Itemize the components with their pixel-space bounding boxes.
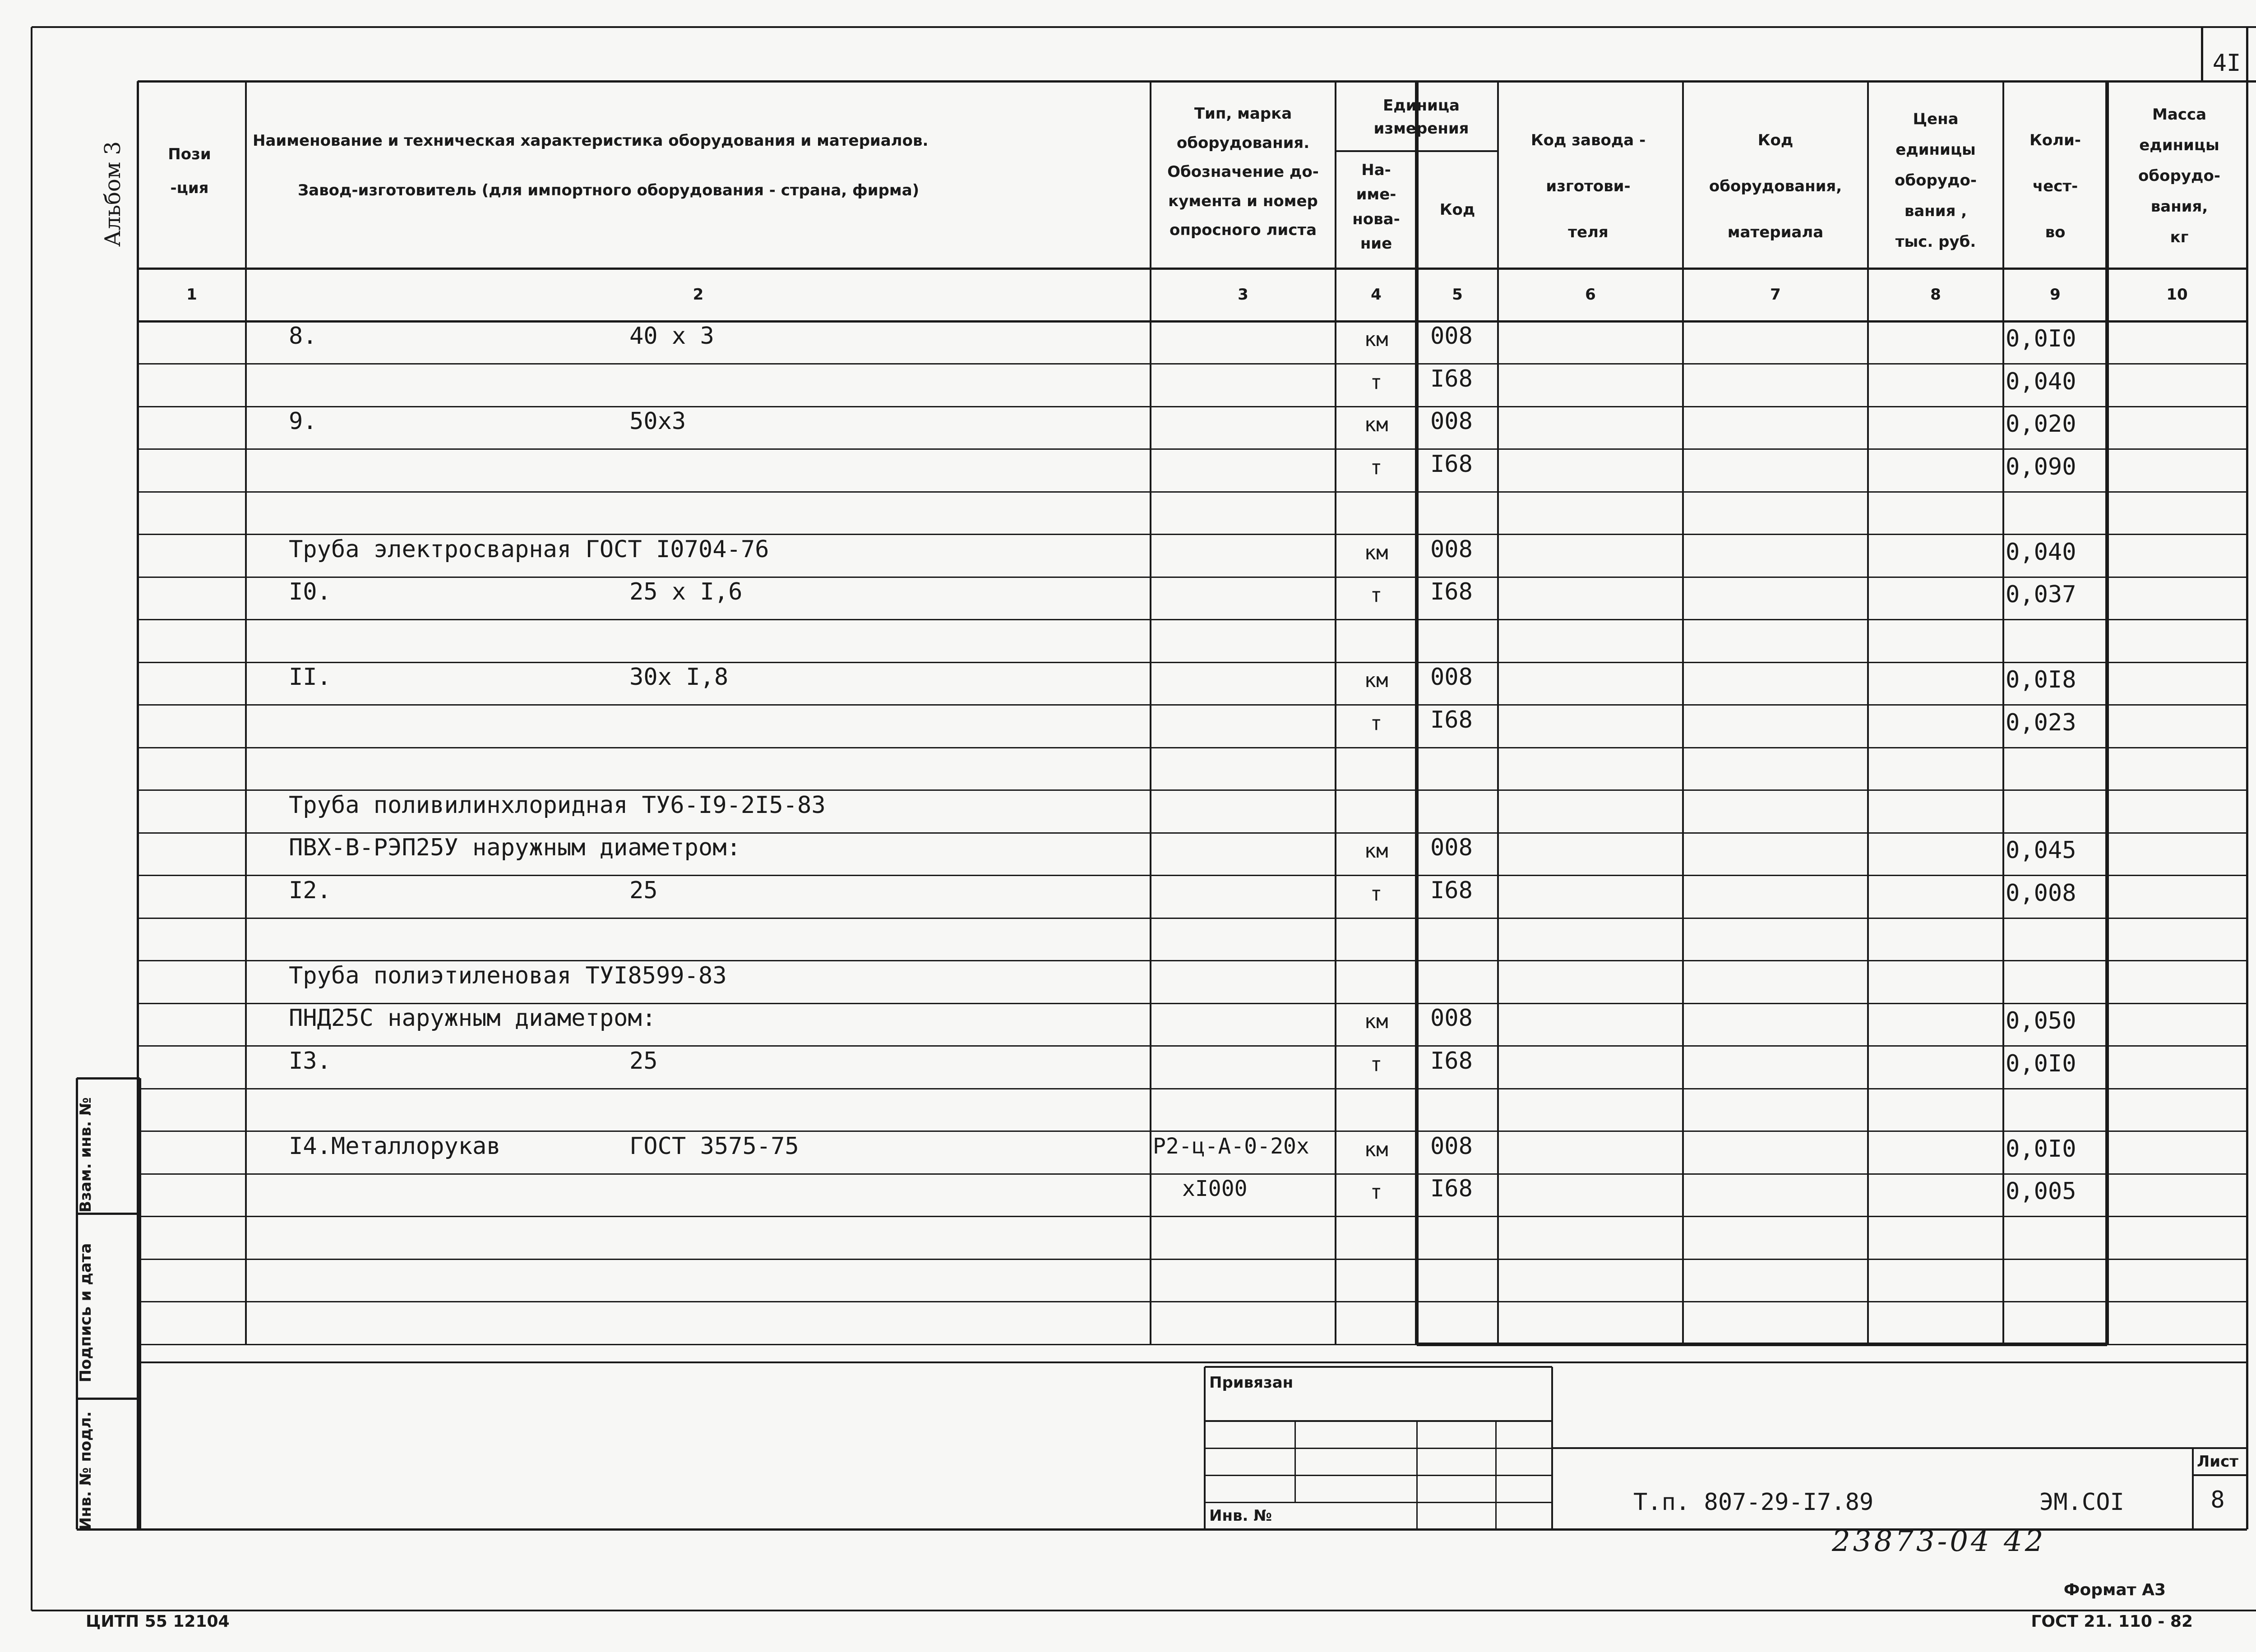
header-type-l2: оборудования. xyxy=(1176,134,1310,152)
header-type-l3: Обозначение до- xyxy=(1167,163,1319,181)
rule-line xyxy=(138,363,2247,365)
row-unit: т xyxy=(1370,882,1382,905)
row-unit: км xyxy=(1364,1138,1388,1161)
row-code: 008 xyxy=(1430,664,1473,691)
rule-line xyxy=(1416,1421,1418,1529)
header-mass-l1: Масса xyxy=(2152,106,2207,124)
row-unit: т xyxy=(1370,1181,1382,1204)
header-mass-l5: кг xyxy=(2170,228,2189,246)
rule-line xyxy=(1552,1447,2247,1449)
title-inv-no: Инв. № xyxy=(1209,1507,1272,1525)
row-name: Труба полиэтиленовая ТУI8599-83 xyxy=(289,962,727,989)
header-factory-code-l2: изготови- xyxy=(1546,177,1631,195)
rule-line xyxy=(1205,1448,1552,1449)
row-spec: ГОСТ 3575-75 xyxy=(629,1132,799,1160)
header-equipment-code-l3: материала xyxy=(1727,223,1824,241)
footer-gost: ГОСТ 21. 110 - 82 xyxy=(2031,1612,2193,1631)
row-name: ПНД25С наружным диаметром: xyxy=(289,1005,656,1032)
row-unit: км xyxy=(1364,328,1388,351)
title-list-number: 8 xyxy=(2210,1486,2225,1514)
row-quantity: 0,0I0 xyxy=(2006,325,2076,352)
row-unit: км xyxy=(1364,840,1388,863)
rule-line xyxy=(77,1398,140,1400)
rule-line xyxy=(138,747,2247,748)
rule-line xyxy=(1205,1475,1552,1476)
stamp-podpis-data: Подпись и дата xyxy=(77,1243,95,1383)
header-type-l1: Тип, марка xyxy=(1194,105,1292,123)
header-factory-code-l3: теля xyxy=(1568,223,1609,241)
rule-line xyxy=(138,1088,2247,1089)
header-price xyxy=(1868,104,2003,257)
row-name: ПВХ-В-РЭП25У наружным диаметром: xyxy=(289,834,741,861)
row-spec: 25 х I,6 xyxy=(629,578,743,605)
header-type-l5: опросного листа xyxy=(1169,221,1317,240)
rule-line xyxy=(31,27,32,1610)
row-quantity: 0,045 xyxy=(2006,837,2076,864)
footer-format: Формат А3 xyxy=(2063,1581,2166,1599)
row-quantity: 0,050 xyxy=(2006,1007,2076,1034)
header-price-l4: вания , xyxy=(1904,202,1967,220)
row-unit: км xyxy=(1364,541,1388,564)
header-quantity-l2: чест- xyxy=(2032,177,2078,195)
header-factory-code xyxy=(1498,117,1678,253)
column-number: 10 xyxy=(2166,286,2188,304)
row-name: I3. xyxy=(289,1047,331,1075)
header-price-l5: тыс. руб. xyxy=(1895,233,1976,251)
header-price-l3: оборудо- xyxy=(1895,171,1977,189)
row-quantity: 0,0I0 xyxy=(2006,1135,2076,1163)
column-number: 5 xyxy=(1452,286,1463,304)
rule-line xyxy=(138,1361,2247,1363)
header-mass-l2: единицы xyxy=(2139,136,2219,154)
row-unit: т xyxy=(1370,584,1382,607)
title-mark: ЭМ.СОI xyxy=(2039,1489,2124,1516)
column-number: 3 xyxy=(1238,286,1248,304)
row-quantity: 0,0I8 xyxy=(2006,666,2076,693)
row-name: 8. xyxy=(289,323,317,350)
rule-line xyxy=(32,26,2256,28)
row-spec: 40 х 3 xyxy=(629,323,714,350)
row-code: 008 xyxy=(1430,535,1473,563)
column-number: 6 xyxy=(1585,286,1596,304)
header-mass-l4: вания, xyxy=(2150,198,2208,216)
handwritten-number: 23873-04 42 xyxy=(1832,1525,2046,1558)
rule-line xyxy=(1205,1502,1552,1503)
row-unit: т xyxy=(1370,1052,1382,1076)
rule-line xyxy=(138,1216,2247,1217)
row-code: 008 xyxy=(1430,323,1473,350)
column-number: 2 xyxy=(693,286,704,304)
row-code: I68 xyxy=(1430,877,1473,904)
header-unit-group: Единица измерения xyxy=(1373,97,1469,138)
header-price-l2: единицы xyxy=(1895,141,1976,159)
row-name: Труба поливилинхлоридная ТУ6-I9-2I5-83 xyxy=(289,791,826,819)
header-equipment-code-l2: оборудования, xyxy=(1709,177,1842,195)
rule-line xyxy=(138,80,2247,83)
header-price-l1: Цена xyxy=(1913,110,1959,128)
rule-line xyxy=(138,448,2247,450)
row-spec: 25 xyxy=(629,1047,658,1075)
title-doc-number: Т.п. 807-29-I7.89 xyxy=(1633,1489,1874,1516)
header-quantity-l3: во xyxy=(2045,223,2066,241)
stamp-inv-podl: Инв. № подл. xyxy=(77,1411,95,1530)
row-unit: т xyxy=(1370,711,1382,735)
header-quantity xyxy=(2003,117,2107,253)
row-unit: т xyxy=(1370,456,1382,479)
row-name: II. xyxy=(289,664,331,691)
rule-line xyxy=(138,918,2247,919)
rule-line xyxy=(1495,1421,1497,1529)
header-unit-name-l3: нова- xyxy=(1352,210,1400,228)
row-name: 9. xyxy=(289,408,317,435)
row-quantity: 0,005 xyxy=(2006,1178,2076,1205)
row-quantity: 0,040 xyxy=(2006,538,2076,566)
rule-line xyxy=(138,1259,2247,1260)
sheet-corner-number: 4I xyxy=(2212,50,2241,77)
row-code: I68 xyxy=(1430,1175,1473,1202)
header-unit-name xyxy=(1336,158,1417,266)
rule-line xyxy=(138,1301,2247,1302)
row-type: Р2-ц-А-0-20х xyxy=(1153,1133,1309,1159)
rule-line xyxy=(32,1610,2256,1611)
row-code: 008 xyxy=(1430,408,1473,435)
row-code: I68 xyxy=(1430,450,1473,478)
row-spec: 25 xyxy=(629,877,658,904)
header-unit-name-l2: име- xyxy=(1356,185,1396,204)
rule-line xyxy=(1205,1420,1552,1422)
header-mass-l3: оборудо- xyxy=(2138,167,2220,185)
row-spec: 30х I,8 xyxy=(629,664,729,691)
row-quantity: 0,040 xyxy=(2006,368,2076,395)
row-name: I0. xyxy=(289,578,331,605)
header-factory-code-l1: Код завода - xyxy=(1530,131,1646,149)
rule-line xyxy=(77,1077,140,1080)
row-quantity: 0,023 xyxy=(2006,709,2076,736)
header-unit-code: Код xyxy=(1439,200,1475,219)
row-code: I68 xyxy=(1430,706,1473,734)
row-quantity: 0,037 xyxy=(2006,581,2076,608)
rule-line xyxy=(138,1344,2247,1345)
rule-line xyxy=(138,704,2247,706)
title-list-label: Лист xyxy=(2197,1452,2238,1471)
row-unit: км xyxy=(1364,413,1388,436)
header-unit-name-l4: ние xyxy=(1360,235,1392,253)
column-number: 8 xyxy=(1930,286,1941,304)
rule-line xyxy=(139,1078,141,1529)
header-quantity-l1: Коли- xyxy=(2029,131,2081,149)
column-number: 4 xyxy=(1371,286,1382,304)
row-quantity: 0,020 xyxy=(2006,411,2076,438)
rule-line xyxy=(138,619,2247,620)
header-equipment-code-l1: Код xyxy=(1757,131,1794,149)
footer-left-code: ЦИТП 55 12104 xyxy=(86,1612,230,1631)
column-number: 7 xyxy=(1770,286,1781,304)
header-name-line1: Наименование и техническая характеристика оборудования и материалов. xyxy=(253,132,929,150)
header-mass xyxy=(2112,99,2247,253)
rule-line xyxy=(138,491,2247,493)
row-code: I68 xyxy=(1430,365,1473,392)
header-unit-name-l1: На- xyxy=(1361,161,1391,179)
row-quantity: 0,008 xyxy=(2006,879,2076,907)
rule-line xyxy=(1336,150,1498,152)
header-type xyxy=(1151,99,1336,271)
row-spec: 50х3 xyxy=(629,408,686,435)
column-number: 1 xyxy=(186,286,197,304)
rule-line xyxy=(1294,1421,1296,1502)
row-name: I2. xyxy=(289,877,331,904)
row-name: Труба электросварная ГОСТ I0704-76 xyxy=(289,535,769,563)
row-unit: км xyxy=(1364,669,1388,692)
row-code: I68 xyxy=(1430,578,1473,605)
column-number: 9 xyxy=(2050,286,2061,304)
row-code: I68 xyxy=(1430,1047,1473,1075)
row-code: 008 xyxy=(1430,1005,1473,1032)
row-type: хI000 xyxy=(1182,1176,1248,1201)
row-quantity: 0,0I0 xyxy=(2006,1050,2076,1077)
row-unit: т xyxy=(1370,370,1382,394)
row-quantity: 0,090 xyxy=(2006,453,2076,480)
row-code: 008 xyxy=(1430,1132,1473,1160)
stamp-vzam-inv: Взам. инв. № xyxy=(77,1097,95,1213)
album-label: Альбом 3 xyxy=(100,141,125,247)
row-code: 008 xyxy=(1430,834,1473,861)
header-position: Пози-ция xyxy=(168,145,211,197)
header-type-l4: кумента и номер xyxy=(1168,192,1318,210)
rule-line xyxy=(1205,1366,1552,1368)
row-name: I4.Металлорукав xyxy=(289,1132,501,1160)
header-name-line2: Завод-изготовитель (для импортного оборудования - страна, фирма) xyxy=(298,181,920,199)
row-unit: км xyxy=(1364,1010,1388,1033)
title-privyazan: Привязан xyxy=(1209,1374,1294,1392)
header-equipment-code xyxy=(1683,117,1868,253)
